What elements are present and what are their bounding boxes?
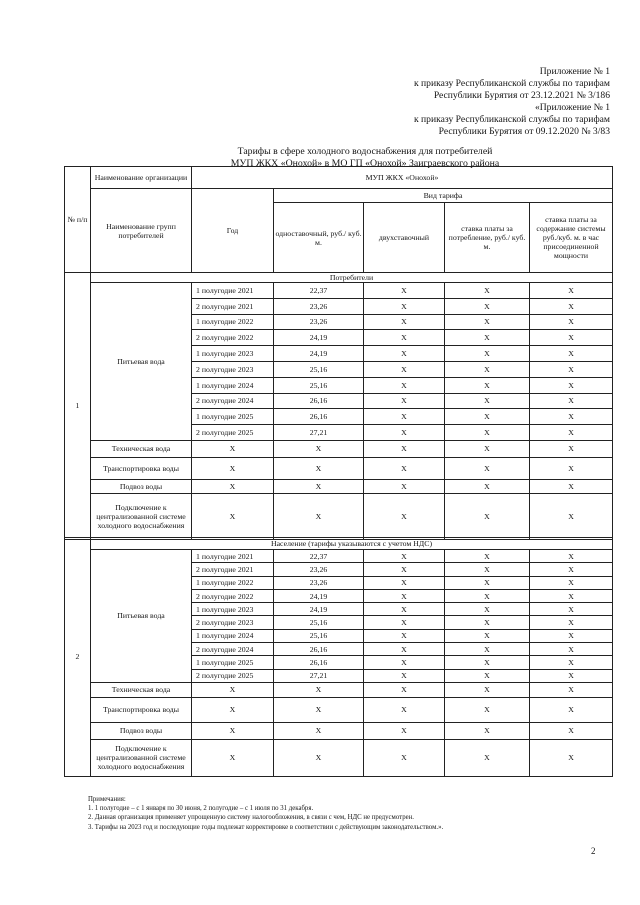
tariff-value-cell: X <box>192 457 274 479</box>
tariff-col-header: одноставочный, руб./ куб. м. <box>274 203 364 273</box>
period-cell: 2 полугодие 2021 <box>192 563 274 576</box>
two-rate-value: X <box>364 298 445 314</box>
two-rate-value: X <box>364 563 445 576</box>
two-rate-value: X <box>364 361 445 377</box>
single-rate-value: 23,26 <box>274 298 364 314</box>
maintenance-rate-value: X <box>530 393 613 409</box>
tariff-value-cell: X <box>274 493 364 539</box>
other-category-row <box>65 479 613 493</box>
tariff-period-row <box>65 283 613 299</box>
two-rate-value: X <box>364 603 445 616</box>
period-cell: 2 полугодие 2025 <box>192 425 274 441</box>
page-number: 2 <box>591 846 596 856</box>
tariff-value-cell: X <box>530 440 613 457</box>
tariff-value-cell: X <box>274 739 364 776</box>
single-rate-value: 26,16 <box>274 656 364 669</box>
footnote-item: 1. 1 полугодие – с 1 января по 30 июня, 2 полугодие – с 1 июля по 31 декабря. <box>88 805 314 813</box>
category-label: Подключение к централизованной системе холодного водоснабжения <box>91 739 192 776</box>
section-heading: Потребители <box>91 273 613 283</box>
maintenance-rate-value: X <box>530 589 613 602</box>
maintenance-rate-value: X <box>530 298 613 314</box>
two-rate-value: X <box>364 314 445 330</box>
tariff-value-cell: X <box>445 457 530 479</box>
tariff-value-cell: X <box>530 739 613 776</box>
single-rate-value: 26,16 <box>274 393 364 409</box>
single-rate-value: 23,26 <box>274 563 364 576</box>
tariff-value-cell: X <box>364 697 445 722</box>
two-rate-value: X <box>364 330 445 346</box>
other-category-row <box>65 739 613 776</box>
consumption-rate-value: X <box>445 669 530 682</box>
section-heading-row <box>65 538 613 550</box>
tariff-value-cell: X <box>274 682 364 697</box>
consumption-rate-value: X <box>445 563 530 576</box>
tariff-period-row <box>65 550 613 563</box>
single-rate-value: 24,19 <box>274 589 364 602</box>
period-cell: 2 полугодие 2023 <box>192 361 274 377</box>
section-number: 1 <box>65 273 91 540</box>
consumption-rate-value: X <box>445 589 530 602</box>
single-rate-value: 25,16 <box>274 629 364 642</box>
consumption-rate-value: X <box>445 409 530 425</box>
tariff-value-cell: X <box>530 722 613 739</box>
consumption-rate-value: X <box>445 393 530 409</box>
col-number-header: № п/п <box>65 167 91 273</box>
consumption-rate-value: X <box>445 425 530 441</box>
section-consumers-table <box>64 272 613 540</box>
single-rate-value: 22,37 <box>274 283 364 299</box>
two-rate-value: X <box>364 377 445 393</box>
maintenance-rate-value: X <box>530 283 613 299</box>
single-rate-value: 23,26 <box>274 576 364 589</box>
maintenance-rate-value: X <box>530 425 613 441</box>
title-line: МУП ЖКХ «Онохой» в МО ГП «Онохой» Заиграевского района <box>230 158 500 169</box>
consumption-rate-value: X <box>445 283 530 299</box>
maintenance-rate-value: X <box>530 643 613 656</box>
tariff-value-cell: X <box>274 479 364 493</box>
maintenance-rate-value: X <box>530 314 613 330</box>
consumption-rate-value: X <box>445 550 530 563</box>
tariff-value-cell: X <box>530 682 613 697</box>
appendix-line: к приказу Республиканской службы по тарифам <box>413 114 610 125</box>
maintenance-rate-value: X <box>530 616 613 629</box>
tariff-col-header: ставка платы за содержание системы руб./куб. м. в час присоединенной мощности <box>530 203 613 273</box>
single-rate-value: 27,21 <box>274 669 364 682</box>
consumption-rate-value: X <box>445 314 530 330</box>
section-heading: Население (тарифы указываются с учетом НДС) <box>91 538 613 550</box>
period-cell: 1 полугодие 2025 <box>192 656 274 669</box>
single-rate-value: 24,19 <box>274 330 364 346</box>
two-rate-value: X <box>364 629 445 642</box>
single-rate-value: 27,21 <box>274 425 364 441</box>
consumption-rate-value: X <box>445 330 530 346</box>
drinking-water-label: Питьевая вода <box>91 550 192 683</box>
two-rate-value: X <box>364 616 445 629</box>
other-category-row <box>65 493 613 539</box>
tariff-value-cell: X <box>274 440 364 457</box>
other-category-row <box>65 457 613 479</box>
single-rate-value: 25,16 <box>274 361 364 377</box>
drinking-water-label: Питьевая вода <box>91 283 192 441</box>
single-rate-value: 24,19 <box>274 603 364 616</box>
two-rate-value: X <box>364 550 445 563</box>
groups-label: Наименование групп потребителей <box>91 189 192 273</box>
tariff-value-cell: X <box>364 440 445 457</box>
section-population-table <box>64 537 613 777</box>
category-label: Техническая вода <box>91 440 192 457</box>
maintenance-rate-value: X <box>530 330 613 346</box>
tariff-value-cell: X <box>445 440 530 457</box>
maintenance-rate-value: X <box>530 563 613 576</box>
section-heading-row <box>65 273 613 283</box>
consumption-rate-value: X <box>445 616 530 629</box>
footnote-item: 3. Тарифы на 2023 год и последующие годы подлежат корректировке в соответствии с действующим законодательством.». <box>88 823 444 831</box>
two-rate-value: X <box>364 656 445 669</box>
period-cell: 2 полугодие 2022 <box>192 589 274 602</box>
consumption-rate-value: X <box>445 298 530 314</box>
two-rate-value: X <box>364 589 445 602</box>
maintenance-rate-value: X <box>530 377 613 393</box>
period-cell: 2 полугодие 2024 <box>192 643 274 656</box>
tariff-col-header: ставка платы за потребление, руб./ куб. м. <box>445 203 530 273</box>
period-cell: 2 полугодие 2023 <box>192 616 274 629</box>
period-cell: 1 полугодие 2021 <box>192 283 274 299</box>
title-line: Тарифы в сфере холодного водоснабжения для потребителей <box>237 146 493 157</box>
tariff-value-cell: X <box>364 479 445 493</box>
category-label: Подвоз воды <box>91 479 192 493</box>
org-name: МУП ЖКХ «Онохой» <box>192 167 613 189</box>
category-label: Транспортировка воды <box>91 457 192 479</box>
other-category-row <box>65 682 613 697</box>
period-cell: 1 полугодие 2021 <box>192 550 274 563</box>
two-rate-value: X <box>364 425 445 441</box>
appendix-header <box>414 66 610 138</box>
maintenance-rate-value: X <box>530 656 613 669</box>
period-cell: 2 полугодие 2022 <box>192 330 274 346</box>
period-cell: 1 полугодие 2024 <box>192 629 274 642</box>
maintenance-rate-value: X <box>530 361 613 377</box>
single-rate-value: 26,16 <box>274 643 364 656</box>
tariff-value-cell: X <box>530 457 613 479</box>
tariff-value-cell: X <box>192 739 274 776</box>
period-cell: 1 полугодие 2022 <box>192 314 274 330</box>
tariff-value-cell: X <box>192 697 274 722</box>
footnotes-label: Примечания: <box>88 796 126 803</box>
tariff-value-cell: X <box>192 722 274 739</box>
tariff-value-cell: X <box>530 697 613 722</box>
appendix-line: Приложение № 1 <box>539 66 610 77</box>
two-rate-value: X <box>364 576 445 589</box>
appendix-line: «Приложение № 1 <box>534 102 610 113</box>
consumption-rate-value: X <box>445 656 530 669</box>
tariff-col-header: двухставочный <box>364 203 445 273</box>
tariff-value-cell: X <box>192 440 274 457</box>
consumption-rate-value: X <box>445 346 530 362</box>
tariff-value-cell: X <box>274 697 364 722</box>
tariff-value-cell: X <box>274 722 364 739</box>
tariff-value-cell: X <box>445 739 530 776</box>
consumption-rate-value: X <box>445 629 530 642</box>
footnotes <box>88 795 443 832</box>
single-rate-value: 24,19 <box>274 346 364 362</box>
tariff-value-cell: X <box>192 682 274 697</box>
consumption-rate-value: X <box>445 603 530 616</box>
maintenance-rate-value: X <box>530 576 613 589</box>
tariff-value-cell: X <box>445 697 530 722</box>
single-rate-value: 26,16 <box>274 409 364 425</box>
two-rate-value: X <box>364 643 445 656</box>
maintenance-rate-value: X <box>530 629 613 642</box>
period-cell: 2 полугодие 2021 <box>192 298 274 314</box>
consumption-rate-value: X <box>445 377 530 393</box>
maintenance-rate-value: X <box>530 669 613 682</box>
category-label: Подключение к централизованной системе холодного водоснабжения <box>91 493 192 539</box>
period-cell: 2 полугодие 2024 <box>192 393 274 409</box>
category-label: Техническая вода <box>91 682 192 697</box>
tariff-value-cell: X <box>192 479 274 493</box>
single-rate-value: 22,37 <box>274 550 364 563</box>
period-cell: 2 полугодие 2025 <box>192 669 274 682</box>
consumption-rate-value: X <box>445 576 530 589</box>
period-cell: 1 полугодие 2022 <box>192 576 274 589</box>
single-rate-value: 23,26 <box>274 314 364 330</box>
tariff-value-cell: X <box>445 479 530 493</box>
period-cell: 1 полугодие 2023 <box>192 603 274 616</box>
maintenance-rate-value: X <box>530 346 613 362</box>
category-label: Транспортировка воды <box>91 697 192 722</box>
single-rate-value: 25,16 <box>274 377 364 393</box>
tariff-value-cell: X <box>530 493 613 539</box>
tariff-value-cell: X <box>445 722 530 739</box>
appendix-line: Республики Бурятия от 23.12.2021 № 3/186 <box>433 90 610 101</box>
category-label: Подвоз воды <box>91 722 192 739</box>
consumption-rate-value: X <box>445 643 530 656</box>
tariff-value-cell: X <box>274 457 364 479</box>
other-category-row <box>65 722 613 739</box>
two-rate-value: X <box>364 283 445 299</box>
maintenance-rate-value: X <box>530 603 613 616</box>
tariff-value-cell: X <box>364 739 445 776</box>
tariff-value-cell: X <box>192 493 274 539</box>
tariff-table-header <box>64 166 613 273</box>
consumption-rate-value: X <box>445 361 530 377</box>
tariff-value-cell: X <box>364 493 445 539</box>
other-category-row <box>65 697 613 722</box>
footnote-item: 2. Данная организация применяет упрощенную систему налогообложения, в связи с чем, НДС не предусмотрен. <box>88 814 414 822</box>
tariff-value-cell: X <box>364 682 445 697</box>
org-label: Наименование организации <box>91 167 192 189</box>
section-number: 2 <box>65 538 91 777</box>
tariff-value-cell: X <box>530 479 613 493</box>
two-rate-value: X <box>364 669 445 682</box>
single-rate-value: 25,16 <box>274 616 364 629</box>
period-cell: 1 полугодие 2025 <box>192 409 274 425</box>
year-label: Год <box>192 189 274 273</box>
tariff-value-cell: X <box>364 722 445 739</box>
tariff-value-cell: X <box>445 493 530 539</box>
maintenance-rate-value: X <box>530 409 613 425</box>
tariff-value-cell: X <box>364 457 445 479</box>
other-category-row <box>65 440 613 457</box>
maintenance-rate-value: X <box>530 550 613 563</box>
period-cell: 1 полугодие 2023 <box>192 346 274 362</box>
tariff-value-cell: X <box>445 682 530 697</box>
two-rate-value: X <box>364 393 445 409</box>
period-cell: 1 полугодие 2024 <box>192 377 274 393</box>
appendix-line: Республики Бурятия от 09.12.2020 № 3/83 <box>438 126 610 137</box>
appendix-line: к приказу Республиканской службы по тарифам <box>413 78 610 89</box>
tariff-kind-header: Вид тарифа <box>274 189 613 203</box>
two-rate-value: X <box>364 346 445 362</box>
two-rate-value: X <box>364 409 445 425</box>
